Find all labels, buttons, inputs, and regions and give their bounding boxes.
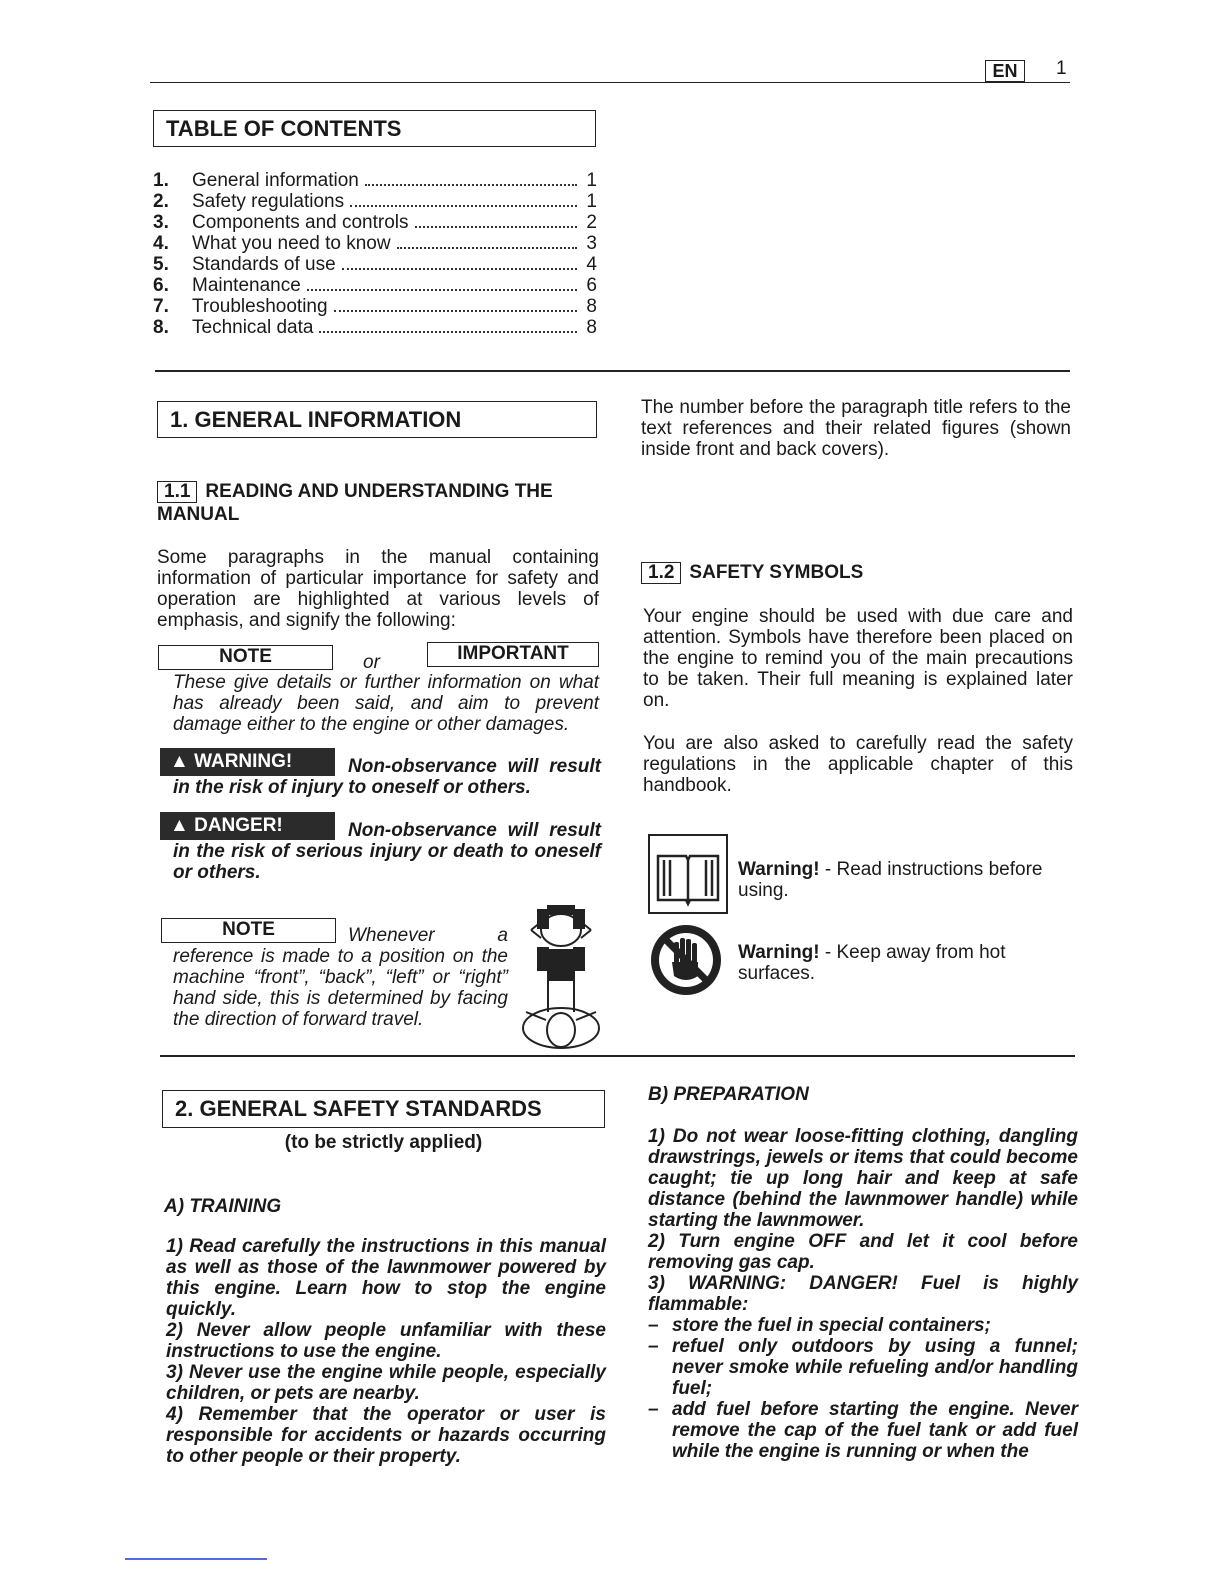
note-label-box <box>158 645 333 670</box>
preparation-bullets <box>648 1315 1078 1462</box>
toc-item-number: 4. <box>153 233 169 254</box>
bullet-text: refuel only outdoors by using a funnel; never smoke while refueling and/or handling fuel; <box>672 1336 1078 1399</box>
toc-item-page: 8 <box>586 317 597 338</box>
important-label-box <box>427 642 599 667</box>
toc-item-leader <box>319 331 577 333</box>
header-rule <box>150 82 1070 83</box>
subsection-1-1-number: 1.1 <box>157 481 197 503</box>
warning-text <box>173 756 601 798</box>
preparation-item: 1) Do not wear loose-fitting clothing, dangling drawstrings, jewels or items that could become caught; tie up long hair and keep at safe distance (behind the lawnmower handle) while starting the lawnmower. <box>648 1126 1078 1231</box>
toc-item-leader <box>350 205 577 207</box>
or-text: or <box>363 652 380 673</box>
symbol2-bold: Warning! <box>738 942 820 963</box>
toc-item-number: 7. <box>153 296 169 317</box>
note2-text <box>173 925 508 1030</box>
note2-text-content: Whenever a reference is made to a position on the machine “front”, “back”, “left” or “right” hand side, this is determined by facing the direction of forward travel. <box>173 925 508 1030</box>
toc-divider <box>155 370 1070 372</box>
language-badge-text: EN <box>992 61 1018 81</box>
toc-item-page: 6 <box>586 275 597 296</box>
danger-label-text: DANGER! <box>194 815 283 836</box>
note-label: NOTE <box>219 646 272 667</box>
bullet-text: add fuel before starting the engine. Never remove the cap of the fuel tank or add fuel while the engine is running or when the <box>672 1399 1078 1462</box>
warning-text-content: Non-observance will result in the risk of injury to oneself or others. <box>173 756 601 798</box>
toc-item-label: Standards of use <box>192 254 336 275</box>
toc-item[interactable] <box>153 275 597 296</box>
toc-item-label: Components and controls <box>192 212 409 233</box>
section1-title-box <box>157 401 597 438</box>
symbol1-bold: Warning! <box>738 859 820 880</box>
toc-item-page: 4 <box>586 254 597 275</box>
toc-item-leader <box>334 310 577 312</box>
danger-text-content: Non-observance will result in the risk of serious injury or death to oneself or others. <box>173 820 601 883</box>
safety-symbols-paragraph-2: You are also asked to carefully read the safety regulations in the applicable chapter of this handbook. <box>643 733 1073 796</box>
symbol1-text: - Read instructions before using. <box>738 859 1043 901</box>
training-heading: A) TRAINING <box>164 1196 282 1217</box>
preparation-item: 2) Turn engine OFF and let it cool before removing gas cap. <box>648 1231 1078 1273</box>
bullet-dash: – <box>648 1336 659 1357</box>
note-description: These give details or further information on what has already been said, and aim to prevent damage either to the engine or other damages. <box>173 672 599 735</box>
subsection-1-2-number: 1.2 <box>641 562 681 584</box>
subsection-1-2-heading <box>641 561 1071 584</box>
training-item: 4) Remember that the operator or user is responsible for accidents or hazards occurring to other people or their property. <box>166 1404 606 1467</box>
toc-item-page: 1 <box>586 191 597 212</box>
bullet-text: store the fuel in special containers; <box>672 1315 991 1336</box>
toc-item-label: Troubleshooting <box>192 296 328 317</box>
preparation-list <box>648 1126 1078 1315</box>
warning-triangle-icon: ▲ <box>170 751 195 772</box>
paragraph-numbering-note: The number before the paragraph title refers to the text references and their related figures (shown inside front and back covers). <box>641 397 1071 460</box>
training-item: 2) Never allow people unfamiliar with these instructions to use the engine. <box>166 1320 606 1362</box>
page-number: 1 <box>1056 58 1067 79</box>
toc-item[interactable] <box>153 170 597 191</box>
toc-item[interactable] <box>153 212 597 233</box>
important-label: IMPORTANT <box>457 643 569 664</box>
symbol2-text: - Keep away from hot surfaces. <box>738 942 1006 984</box>
toc-item[interactable] <box>153 254 597 275</box>
bottom-link-underline <box>125 1558 267 1560</box>
safety-symbols-paragraph-1: Your engine should be used with due care and attention. Symbols have therefore been placed on the engine to remind you of the main precautions to be taken. Their full meaning is explained later on. <box>643 606 1073 711</box>
toc-item-page: 1 <box>586 170 597 191</box>
symbol2-caption <box>738 942 1074 984</box>
toc-item[interactable] <box>153 317 597 338</box>
toc-item-page: 2 <box>586 212 597 233</box>
toc-item-label: Safety regulations <box>192 191 345 212</box>
section2-subtitle: (to be strictly applied) <box>284 1132 483 1153</box>
toc-item-label: Technical data <box>192 317 314 338</box>
read-manual-book-icon <box>648 834 728 914</box>
training-list <box>166 1236 606 1467</box>
symbol1-caption <box>738 859 1074 901</box>
toc-item-page: 8 <box>586 296 597 317</box>
section2-title: 2. GENERAL SAFETY STANDARDS <box>175 1096 542 1121</box>
preparation-bullet <box>648 1315 1078 1336</box>
training-item: 3) Never use the engine while people, especially children, or pets are nearby. <box>166 1362 606 1404</box>
preparation-bullet <box>648 1399 1078 1462</box>
toc-item-number: 1. <box>153 170 169 191</box>
section1-title: 1. GENERAL INFORMATION <box>170 406 462 432</box>
toc-item-number: 5. <box>153 254 169 275</box>
mower-direction-diagram <box>516 900 606 1055</box>
toc-title: TABLE OF CONTENTS <box>166 115 402 141</box>
subsection-1-1-heading <box>157 480 602 526</box>
toc-item[interactable] <box>153 191 597 212</box>
hot-surface-no-touch-icon <box>648 922 724 998</box>
training-item: 1) Read carefully the instructions in this manual as well as those of the lawnmower powered by this engine. Learn how to stop the engine quickly. <box>166 1236 606 1320</box>
warning-label-text: WARNING! <box>194 751 293 772</box>
toc-item-leader <box>415 226 577 228</box>
toc-item-label: What you need to know <box>192 233 391 254</box>
preparation-item: 3) WARNING: DANGER! Fuel is highly flammable: <box>648 1273 1078 1315</box>
preparation-heading: B) PREPARATION <box>648 1084 809 1105</box>
toc-item-page: 3 <box>586 233 597 254</box>
toc-item-leader <box>342 268 577 270</box>
toc-item-number: 2. <box>153 191 169 212</box>
language-badge <box>985 60 1025 82</box>
section1-intro: Some paragraphs in the manual containing information of particular importance for safety and operation are highlighted at various levels of emphasis, and signify the following: <box>157 547 599 631</box>
toc-item-label: Maintenance <box>192 275 301 296</box>
subsection-1-1-title: READING AND UNDERSTANDING THE MANUAL <box>157 481 553 525</box>
toc-item-number: 6. <box>153 275 169 296</box>
preparation-bullet <box>648 1336 1078 1399</box>
section2-title-box <box>162 1090 605 1128</box>
toc-item-leader <box>307 289 577 291</box>
bullet-dash: – <box>648 1315 659 1336</box>
toc-item[interactable] <box>153 296 597 317</box>
toc-item-number: 8. <box>153 317 169 338</box>
subsection-1-2-title: SAFETY SYMBOLS <box>689 562 864 583</box>
toc-item-number: 3. <box>153 212 169 233</box>
toc-item-leader <box>365 184 577 186</box>
danger-text <box>173 820 601 883</box>
bullet-dash: – <box>648 1399 659 1420</box>
toc-title-box <box>153 110 596 147</box>
note2-label: NOTE <box>222 919 275 940</box>
toc-item[interactable] <box>153 233 597 254</box>
danger-triangle-icon: ▲ <box>170 815 195 836</box>
toc-item-label: General information <box>192 170 359 191</box>
section1-divider <box>160 1055 1075 1057</box>
toc-item-leader <box>397 247 577 249</box>
